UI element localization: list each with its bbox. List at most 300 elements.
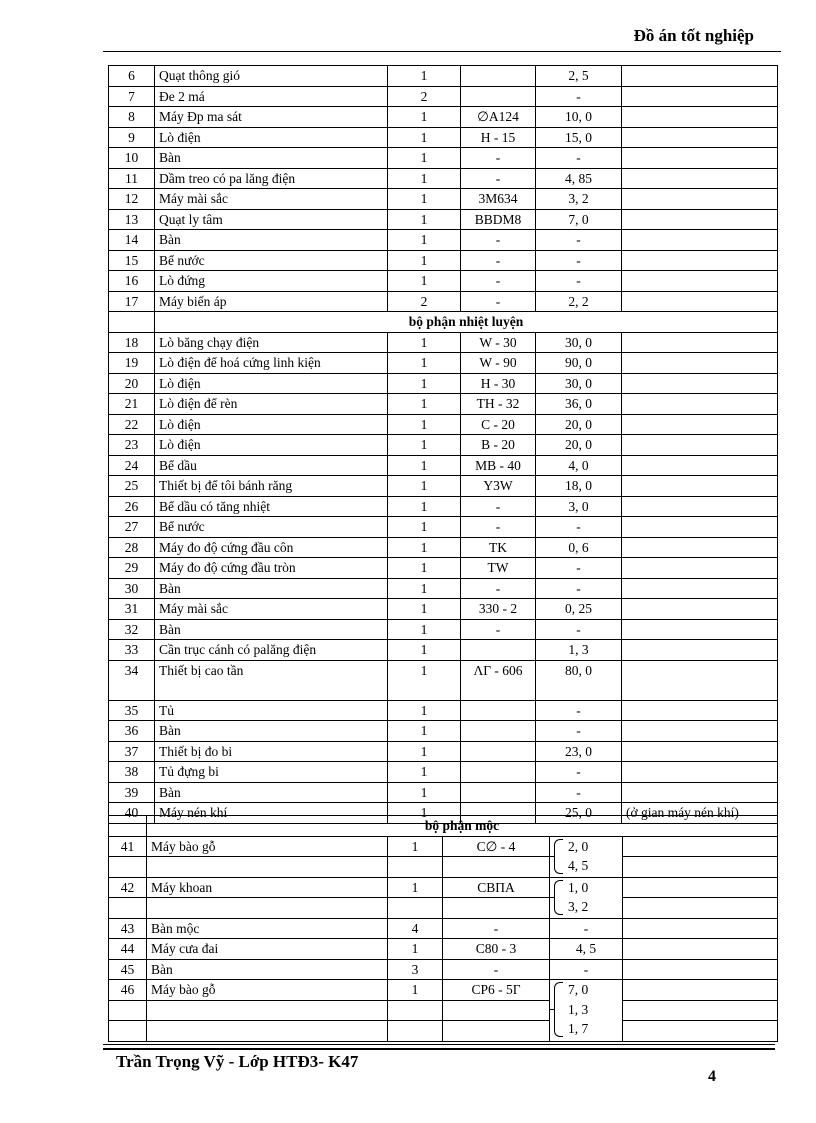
cell-no: 19 [109, 353, 155, 374]
cell-power: 0, 6 [536, 537, 622, 558]
cell-code [461, 782, 536, 803]
cell-note: (ở gian máy nén khí) [622, 803, 778, 824]
cell-name: Bàn [155, 148, 388, 169]
cell-power: 25, 0 [536, 803, 622, 824]
cell-qty: 3 [388, 959, 443, 980]
cell-note [623, 898, 778, 919]
cell-note [622, 332, 778, 353]
brace-icon [554, 839, 563, 874]
cell-code [443, 1000, 550, 1021]
cell-code: - [443, 959, 550, 980]
cell-qty: 1 [388, 700, 461, 721]
cell-qty: 1 [388, 640, 461, 661]
table-row [109, 782, 778, 803]
cell-qty: 1 [388, 980, 443, 1001]
cell-note [622, 721, 778, 742]
cell-qty: 1 [388, 66, 461, 87]
cell-name: Cần trục cánh có palăng điện [155, 640, 388, 661]
cell-name [147, 1000, 388, 1021]
cell-code: H - 30 [461, 373, 536, 394]
cell-power: 20, 0 [536, 435, 622, 456]
cell-code [461, 721, 536, 742]
cell-code: W - 90 [461, 353, 536, 374]
cell-code: - [461, 168, 536, 189]
cell-power: 36, 0 [536, 394, 622, 415]
table-row [109, 660, 778, 700]
cell-name: Bàn [155, 619, 388, 640]
cell-power: - [536, 86, 622, 107]
cell-power: - [536, 230, 622, 251]
cell-qty: 1 [388, 250, 461, 271]
cell-code: CP6 - 5Γ [443, 980, 550, 1001]
cell-no: 32 [109, 619, 155, 640]
table-row [109, 271, 778, 292]
cell-no: 26 [109, 496, 155, 517]
cell-power-group [550, 877, 623, 918]
cell-power: - [536, 619, 622, 640]
table-row [109, 700, 778, 721]
cell-power: - [550, 959, 623, 980]
table-row [109, 291, 778, 312]
cell-note [622, 230, 778, 251]
cell-no: 33 [109, 640, 155, 661]
cell-name: Bàn [155, 230, 388, 251]
cell-name: Lò điện để hoá cứng linh kiện [155, 353, 388, 374]
cell-name: Máy mài sắc [155, 189, 388, 210]
cell-power: 3, 2 [536, 189, 622, 210]
cell-no [109, 816, 147, 837]
cell-name: Thiết bị đo bi [155, 741, 388, 762]
power-value: 3, 2 [568, 899, 589, 914]
cell-name: Bàn [147, 959, 388, 980]
cell-name: Bể nước [155, 250, 388, 271]
cell-power: - [536, 148, 622, 169]
cell-no: 21 [109, 394, 155, 415]
table-row [109, 721, 778, 742]
cell-code: B - 20 [461, 435, 536, 456]
cell-no: 43 [109, 918, 147, 939]
cell-power: - [536, 721, 622, 742]
cell-name: Lò điện [155, 373, 388, 394]
table-row [109, 762, 778, 783]
cell-power-group [550, 836, 623, 877]
cell-note [623, 939, 778, 960]
cell-no [109, 1021, 147, 1042]
power-value: 1, 7 [568, 1021, 589, 1036]
cell-power: 4, 85 [536, 168, 622, 189]
cell-power: - [536, 517, 622, 538]
table-row [109, 394, 778, 415]
cell-qty: 1 [388, 721, 461, 742]
cell-note [622, 455, 778, 476]
cell-power: - [550, 918, 623, 939]
cell-no: 20 [109, 373, 155, 394]
cell-no [109, 312, 155, 333]
cell-name: Tủ đựng bi [155, 762, 388, 783]
cell-note [622, 86, 778, 107]
cell-code: ΛΓ - 606 [461, 660, 536, 700]
cell-name: Bể nước [155, 517, 388, 538]
cell-qty: 1 [388, 148, 461, 169]
brace-icon [554, 982, 563, 1037]
cell-qty: 1 [388, 496, 461, 517]
cell-code: W - 30 [461, 332, 536, 353]
power-value: 7, 0 [568, 982, 589, 997]
cell-qty: 2 [388, 86, 461, 107]
cell-no: 42 [109, 877, 147, 898]
cell-no: 16 [109, 271, 155, 292]
table-row [109, 353, 778, 374]
cell-no: 12 [109, 189, 155, 210]
cell-qty: 1 [388, 537, 461, 558]
cell-qty: 1 [388, 660, 461, 700]
cell-code: 3M634 [461, 189, 536, 210]
cell-qty: 1 [388, 517, 461, 538]
table-row [109, 877, 778, 898]
cell-note [622, 66, 778, 87]
cell-qty: 1 [388, 455, 461, 476]
cell-qty: 1 [388, 578, 461, 599]
cell-code: - [443, 918, 550, 939]
cell-name: Lò điện [155, 414, 388, 435]
cell-code: - [461, 619, 536, 640]
cell-qty: 1 [388, 127, 461, 148]
cell-no: 11 [109, 168, 155, 189]
cell-name [147, 1021, 388, 1042]
cell-note [622, 599, 778, 620]
cell-note [622, 782, 778, 803]
cell-note [622, 271, 778, 292]
table-row [109, 414, 778, 435]
header-rule [103, 51, 781, 52]
cell-qty: 1 [388, 414, 461, 435]
cell-name: Máy khoan [147, 877, 388, 898]
table-row [109, 435, 778, 456]
cell-note [622, 578, 778, 599]
cell-note [622, 127, 778, 148]
cell-qty: 1 [388, 782, 461, 803]
cell-note [622, 435, 778, 456]
cell-no: 37 [109, 741, 155, 762]
table-row [109, 86, 778, 107]
cell-power: 4, 0 [536, 455, 622, 476]
cell-code: C80 - 3 [443, 939, 550, 960]
power-value: 1, 3 [568, 1001, 589, 1017]
cell-no: 29 [109, 558, 155, 579]
cell-power: 0, 25 [536, 599, 622, 620]
cell-no: 45 [109, 959, 147, 980]
cell-no: 34 [109, 660, 155, 700]
power-value: 1, 0 [568, 879, 589, 895]
cell-no: 36 [109, 721, 155, 742]
table-row [109, 619, 778, 640]
cell-name: Máy Đp ma sát [155, 107, 388, 128]
table-row [109, 332, 778, 353]
cell-name: Bàn [155, 721, 388, 742]
cell-note [622, 558, 778, 579]
cell-name: Bàn [155, 578, 388, 599]
cell-qty: 1 [388, 332, 461, 353]
cell-power: 3, 0 [536, 496, 622, 517]
cell-code: BBDM8 [461, 209, 536, 230]
cell-note [623, 918, 778, 939]
cell-code: - [461, 578, 536, 599]
cell-name: Bể dầu [155, 455, 388, 476]
equipment-table-main [108, 65, 778, 824]
cell-power: 2, 2 [536, 291, 622, 312]
table-row [109, 189, 778, 210]
cell-note [622, 517, 778, 538]
table-row [109, 741, 778, 762]
cell-no: 40 [109, 803, 155, 824]
cell-name: Thiết bị để tôi bánh răng [155, 476, 388, 497]
cell-power: 10, 0 [536, 107, 622, 128]
cell-name: Máy đo độ cứng đầu tròn [155, 558, 388, 579]
cell-note [622, 619, 778, 640]
cell-code: - [461, 496, 536, 517]
cell-name: Lò điện để rèn [155, 394, 388, 415]
cell-qty: 1 [388, 394, 461, 415]
cell-note [623, 1000, 778, 1021]
cell-note [622, 168, 778, 189]
cell-note [623, 980, 778, 1001]
cell-note [622, 291, 778, 312]
cell-code: - [461, 517, 536, 538]
cell-qty: 1 [388, 619, 461, 640]
cell-no: 35 [109, 700, 155, 721]
cell-code [461, 762, 536, 783]
cell-no: 7 [109, 86, 155, 107]
cell-name [147, 898, 388, 919]
table-row [109, 578, 778, 599]
cell-note [622, 414, 778, 435]
cell-no [109, 1000, 147, 1021]
cell-name: Dầm treo có pa lăng điện [155, 168, 388, 189]
section-row [109, 816, 778, 837]
cell-note [622, 250, 778, 271]
cell-code: - [461, 291, 536, 312]
cell-code [461, 741, 536, 762]
cell-name [147, 857, 388, 878]
cell-power: - [536, 271, 622, 292]
cell-code: - [461, 271, 536, 292]
cell-no: 23 [109, 435, 155, 456]
table-row [109, 496, 778, 517]
table-row [109, 230, 778, 251]
cell-name: Máy bào gỗ [147, 980, 388, 1001]
cell-no: 39 [109, 782, 155, 803]
cell-no: 8 [109, 107, 155, 128]
cell-qty [388, 1000, 443, 1021]
section-title: bộ phận nhiệt luyện [155, 312, 778, 333]
table-row [109, 857, 778, 878]
table-row [109, 373, 778, 394]
cell-no: 41 [109, 836, 147, 857]
cell-power: 7, 0 [536, 209, 622, 230]
cell-note [622, 741, 778, 762]
cell-power: 15, 0 [536, 127, 622, 148]
cell-no: 13 [109, 209, 155, 230]
cell-code: C - 20 [461, 414, 536, 435]
cell-code: ∅A124 [461, 107, 536, 128]
cell-qty: 4 [388, 918, 443, 939]
cell-name: Lò đứng [155, 271, 388, 292]
cell-note [623, 836, 778, 857]
cell-qty: 1 [388, 803, 461, 824]
cell-qty: 1 [388, 353, 461, 374]
table-row [109, 168, 778, 189]
table-row [109, 517, 778, 538]
cell-name: Máy nén khí [155, 803, 388, 824]
cell-qty [388, 857, 443, 878]
cell-note [622, 373, 778, 394]
cell-note [622, 394, 778, 415]
power-value: 4, 5 [568, 858, 589, 873]
cell-note [623, 877, 778, 898]
cell-power: 30, 0 [536, 373, 622, 394]
table-row [109, 127, 778, 148]
cell-power: 23, 0 [536, 741, 622, 762]
cell-power: - [536, 578, 622, 599]
table-row [109, 558, 778, 579]
cell-no: 38 [109, 762, 155, 783]
cell-code: TH - 32 [461, 394, 536, 415]
cell-name: Lò điện [155, 435, 388, 456]
table-row [109, 640, 778, 661]
cell-no: 15 [109, 250, 155, 271]
cell-power: 18, 0 [536, 476, 622, 497]
table-row [109, 66, 778, 87]
cell-code [461, 86, 536, 107]
cell-power: - [536, 558, 622, 579]
cell-no: 31 [109, 599, 155, 620]
table-row [109, 209, 778, 230]
cell-note [622, 537, 778, 558]
cell-no: 14 [109, 230, 155, 251]
cell-name: Máy cưa đai [147, 939, 388, 960]
cell-code: TK [461, 537, 536, 558]
cell-no: 22 [109, 414, 155, 435]
cell-code [443, 898, 550, 919]
page-number: 4 [708, 1068, 716, 1085]
brace-icon [554, 880, 563, 915]
cell-name: Bàn [155, 782, 388, 803]
cell-no: 28 [109, 537, 155, 558]
cell-power: - [536, 700, 622, 721]
cell-code: 330 - 2 [461, 599, 536, 620]
cell-qty: 1 [388, 939, 443, 960]
equipment-table-wood-section [108, 815, 778, 1042]
cell-no: 18 [109, 332, 155, 353]
cell-power-group [550, 980, 623, 1042]
table-row [109, 148, 778, 169]
cell-power: 30, 0 [536, 332, 622, 353]
cell-note [622, 640, 778, 661]
cell-no: 17 [109, 291, 155, 312]
cell-code [443, 857, 550, 878]
table-row [109, 1021, 778, 1042]
cell-qty: 1 [388, 189, 461, 210]
cell-code [443, 1021, 550, 1042]
cell-qty: 1 [388, 558, 461, 579]
cell-name: Tủ [155, 700, 388, 721]
cell-name: Quạt thông gió [155, 66, 388, 87]
cell-code [461, 700, 536, 721]
cell-note [622, 476, 778, 497]
cell-qty: 1 [388, 762, 461, 783]
table-row [109, 250, 778, 271]
cell-power: 20, 0 [536, 414, 622, 435]
cell-name: Bàn mộc [147, 918, 388, 939]
cell-no: 44 [109, 939, 147, 960]
cell-no [109, 857, 147, 878]
cell-note [623, 1021, 778, 1042]
cell-no: 6 [109, 66, 155, 87]
cell-code: - [461, 230, 536, 251]
cell-name: Máy bào gỗ [147, 836, 388, 857]
cell-note [622, 353, 778, 374]
cell-name: Thiết bị cao tần [155, 660, 388, 700]
cell-note [623, 857, 778, 878]
footer-rule-thick [103, 1048, 775, 1050]
cell-power: - [536, 762, 622, 783]
cell-code: MB - 40 [461, 455, 536, 476]
cell-qty: 1 [388, 741, 461, 762]
cell-name: Quạt ly tâm [155, 209, 388, 230]
cell-name: Bể dầu có tăng nhiệt [155, 496, 388, 517]
cell-qty: 2 [388, 291, 461, 312]
cell-note [622, 660, 778, 700]
table-row [109, 537, 778, 558]
footer-author: Trần Trọng Vỹ - Lớp HTĐ3- K47 [116, 1052, 359, 1071]
cell-qty: 1 [388, 209, 461, 230]
table-row [109, 959, 778, 980]
cell-no [109, 898, 147, 919]
cell-qty: 1 [388, 836, 443, 857]
cell-code [461, 640, 536, 661]
cell-code: Y3W [461, 476, 536, 497]
cell-qty: 1 [388, 877, 443, 898]
cell-note [622, 148, 778, 169]
cell-qty: 1 [388, 107, 461, 128]
table-row [109, 836, 778, 857]
cell-qty [388, 1021, 443, 1042]
cell-power: - [536, 782, 622, 803]
table-row [109, 898, 778, 919]
cell-no: 10 [109, 148, 155, 169]
cell-qty: 1 [388, 435, 461, 456]
cell-power: 4, 5 [550, 939, 623, 960]
cell-note [622, 496, 778, 517]
cell-code: TW [461, 558, 536, 579]
cell-no: 30 [109, 578, 155, 599]
cell-note [622, 107, 778, 128]
cell-qty: 1 [388, 230, 461, 251]
table-row [109, 107, 778, 128]
cell-note [622, 209, 778, 230]
cell-name: Máy mài sắc [155, 599, 388, 620]
table-row [109, 980, 778, 1001]
cell-code: CBΠA [443, 877, 550, 898]
document-header-title: Đồ án tốt nghiệp [633, 26, 754, 45]
cell-name: Lò băng chạy điện [155, 332, 388, 353]
cell-qty: 1 [388, 476, 461, 497]
cell-code: - [461, 148, 536, 169]
section-row [109, 312, 778, 333]
cell-power: 2, 5 [536, 66, 622, 87]
cell-note [623, 959, 778, 980]
table-row [109, 939, 778, 960]
